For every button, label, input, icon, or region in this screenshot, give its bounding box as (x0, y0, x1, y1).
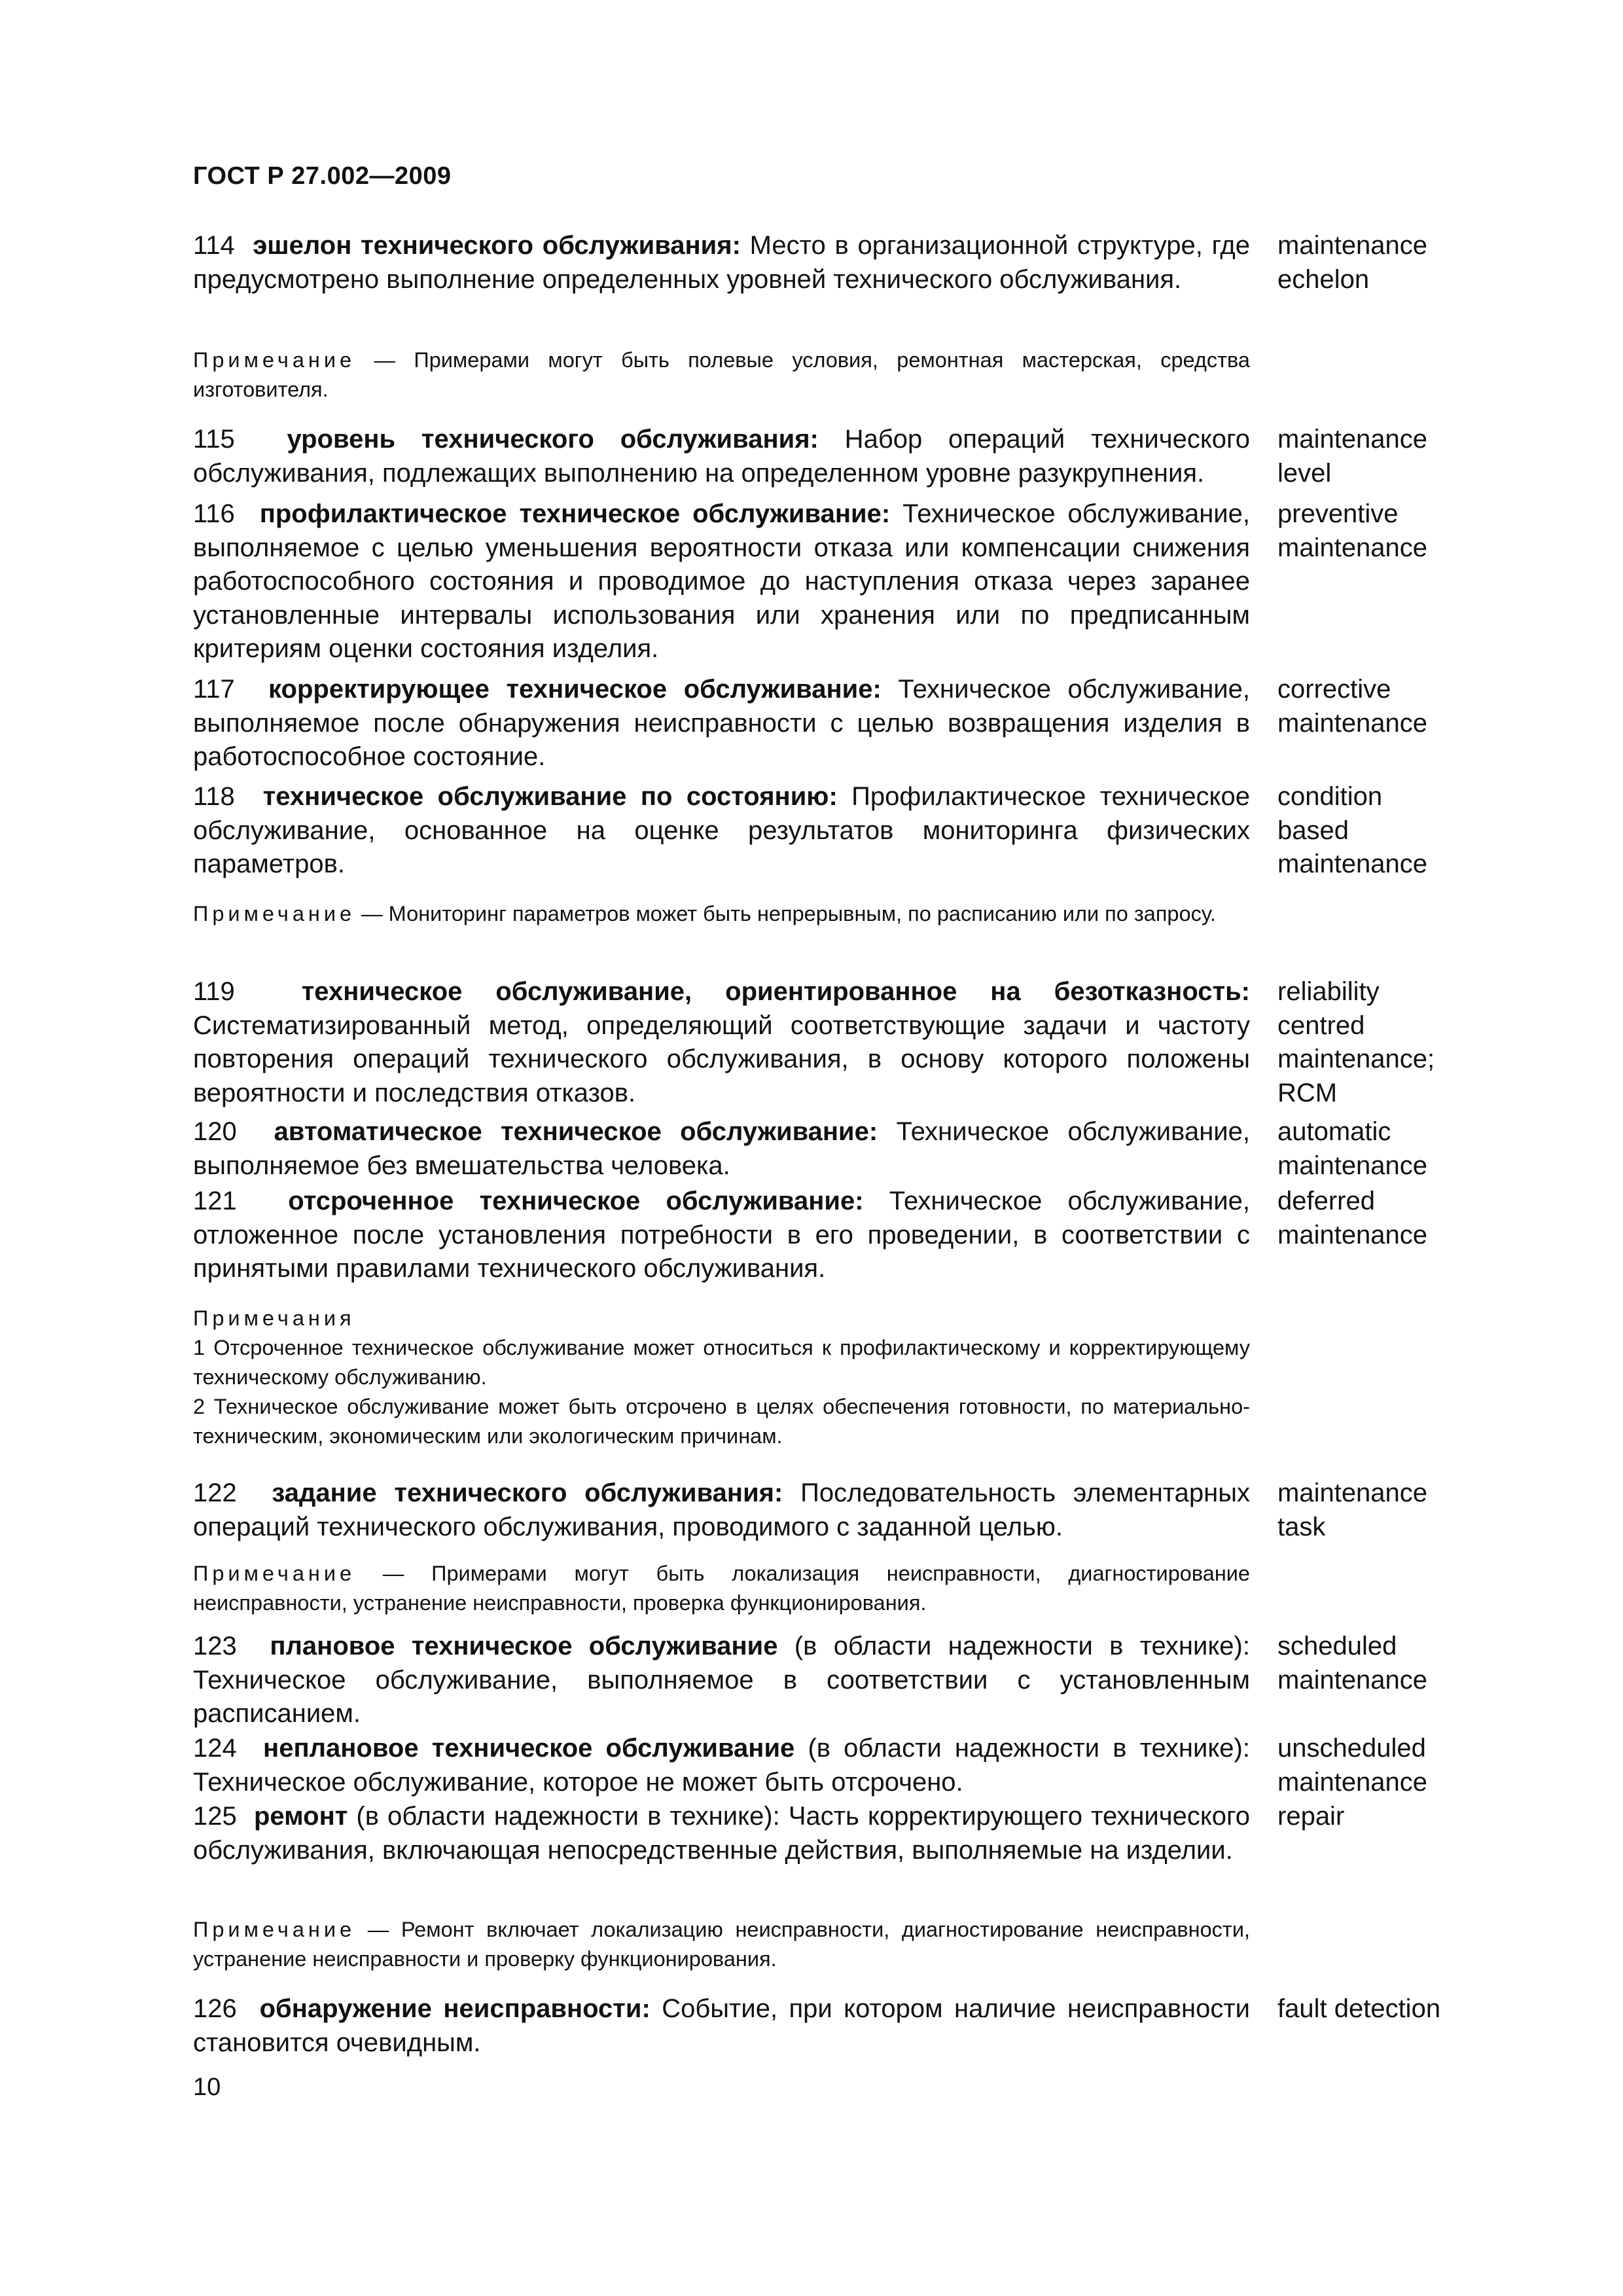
note-item-1: 1 Отсроченное техническое обслуживание может относиться к профилактическому и корректирующему техническому обслуживанию. (193, 1336, 1250, 1389)
term-entry-119 (193, 975, 1515, 1110)
term-title: профилактическое техническое обслуживание: (259, 499, 891, 528)
term-entry-118 (193, 780, 1515, 882)
term-definition: (в области надежности в технике): Техническое обслуживание, выполняемое в соответствии с установленным расписанием. (193, 1632, 1250, 1728)
term-english: maintenance level (1277, 425, 1428, 488)
term-definition: Место в организационной структуре, где предусмотрено выполнение определенных уровней технического обслуживания. (193, 231, 1250, 294)
document-code: ГОСТ Р 27.002—2009 (193, 162, 452, 190)
term-title: неплановое техническое обслуживание (263, 1734, 795, 1763)
term-definition: Техническое обслуживание, отложенное после установления потребности в его проведении, в соответствии с принятыми правилами технического обслуживания. (193, 1187, 1250, 1283)
term-english: deferred maintenance (1277, 1187, 1428, 1249)
note-label: Примечание (193, 348, 356, 372)
note-118 (193, 899, 1250, 929)
term-english: maintenance task (1277, 1479, 1428, 1541)
term-entry-114 (193, 229, 1515, 296)
term-entry-122 (193, 1477, 1515, 1544)
term-definition: Профилактическое техническое обслуживание, основанное на оценке результатов мониторинга физических параметров. (193, 782, 1251, 878)
note-text: — Ремонт включает локализацию неисправности, диагностирование неисправности, устранение неисправности и проверку функционирования. (193, 1918, 1250, 1971)
term-entry-115 (193, 423, 1515, 490)
term-number: 117 (193, 675, 235, 704)
term-number: 121 (193, 1187, 237, 1215)
term-title: ремонт (253, 1802, 348, 1831)
term-english: repair (1277, 1802, 1345, 1831)
term-english: unscheduled maintenance (1277, 1734, 1428, 1797)
term-title: задание технического обслуживания: (272, 1479, 783, 1507)
term-definition: Набор операций технического обслуживания, подлежащих выполнению на определенном уровне разукрупнения. (193, 425, 1251, 488)
note-label: Примечание (193, 902, 356, 925)
term-definition: Систематизированный метод, определяющий соответствующие задачи и частоту повторения операций технического обслуживания, в основу которого положены вероятности и последствия отказов. (193, 1011, 1250, 1107)
page-number: 10 (193, 2073, 221, 2101)
notes-121 (193, 1304, 1515, 1451)
note-item-2: 2 Техническое обслуживание может быть отсрочено в целях обеспечения готовности, по материально-техническим, экономическим или экологическим причинам. (193, 1395, 1250, 1448)
term-entry-124 (193, 1732, 1515, 1799)
term-entry-123 (193, 1630, 1515, 1731)
term-definition: Последовательность элементарных операций технического обслуживания, проводимого с заданной целью. (193, 1479, 1251, 1541)
term-definition: Техническое обслуживание, выполняемое после обнаружения неисправности с целью возвращения изделия в работоспособное состояние. (193, 675, 1250, 771)
note-text: — Примерами могут быть полевые условия, ремонтная мастерская, средства изготовителя. (193, 348, 1250, 401)
note-label: Примечание (193, 1562, 356, 1585)
term-number: 126 (193, 1994, 237, 2023)
term-number: 114 (193, 231, 235, 260)
term-entry-121 (193, 1185, 1515, 1286)
term-definition: (в области надежности в технике): Часть корректирующего технического обслуживания, включающая непосредственные действия, выполняемые на изделии. (193, 1802, 1250, 1865)
note-label: Примечание (193, 1918, 356, 1941)
term-definition: Техническое обслуживание, выполняемое с целью уменьшения вероятности отказа или компенсации снижения работоспособного состояния и проводимое до наступления отказа через заранее установленные интервалы использования или хранения или по предписанным критериям оценки состояния изделия. (193, 499, 1250, 663)
term-number: 116 (193, 499, 235, 528)
term-title: плановое техническое обслуживание (270, 1632, 778, 1660)
term-entry-120 (193, 1115, 1515, 1183)
term-number: 120 (193, 1117, 237, 1146)
notes-label: Примечания (193, 1306, 355, 1330)
term-english: condition based maintenance (1277, 782, 1428, 878)
note-text: — Мониторинг параметров может быть непрерывным, по расписанию или по запросу. (361, 902, 1216, 925)
term-title: техническое обслуживание, ориентированное на безотказность: (301, 977, 1250, 1006)
term-english: automatic maintenance (1277, 1117, 1428, 1180)
term-number: 122 (193, 1479, 237, 1507)
note-114 (193, 346, 1250, 404)
term-entry-116 (193, 497, 1515, 666)
term-english: fault detection (1277, 1994, 1441, 2023)
term-entry-125 (193, 1800, 1515, 1867)
term-number: 123 (193, 1632, 237, 1660)
term-english: maintenance echelon (1277, 231, 1428, 294)
term-definition: (в области надежности в технике): Техническое обслуживание, которое не может быть отсрочено. (193, 1734, 1250, 1797)
term-title: обнаружение неисправности: (259, 1994, 651, 2023)
term-title: эшелон технического обслуживания: (253, 231, 741, 260)
term-entry-117 (193, 673, 1515, 774)
term-number: 119 (193, 977, 235, 1006)
term-english: scheduled maintenance (1277, 1632, 1428, 1695)
term-number: 115 (193, 425, 235, 454)
term-english: reliability centred maintenance; RCM (1277, 977, 1435, 1107)
term-english: corrective maintenance (1277, 675, 1428, 738)
term-title: техническое обслуживание по состоянию: (262, 782, 838, 811)
note-122 (193, 1559, 1250, 1618)
term-title: отсроченное техническое обслуживание: (288, 1187, 864, 1215)
term-definition: Событие, при котором наличие неисправности становится очевидным. (193, 1994, 1251, 2057)
term-number: 125 (193, 1802, 237, 1831)
note-125 (193, 1915, 1250, 1974)
term-english: preventive maintenance (1277, 499, 1428, 562)
note-text: — Примерами могут быть локализация неисправности, диагностирование неисправности, устранение неисправности, проверка функционирования. (193, 1562, 1250, 1615)
term-title: корректирующее техническое обслуживание: (268, 675, 882, 704)
term-number: 124 (193, 1734, 237, 1763)
term-title: уровень технического обслуживания: (287, 425, 819, 454)
term-number: 118 (193, 782, 235, 811)
term-title: автоматическое техническое обслуживание: (274, 1117, 878, 1146)
term-entry-126 (193, 1992, 1515, 2060)
term-definition: Техническое обслуживание, выполняемое без вмешательства человека. (193, 1117, 1250, 1180)
